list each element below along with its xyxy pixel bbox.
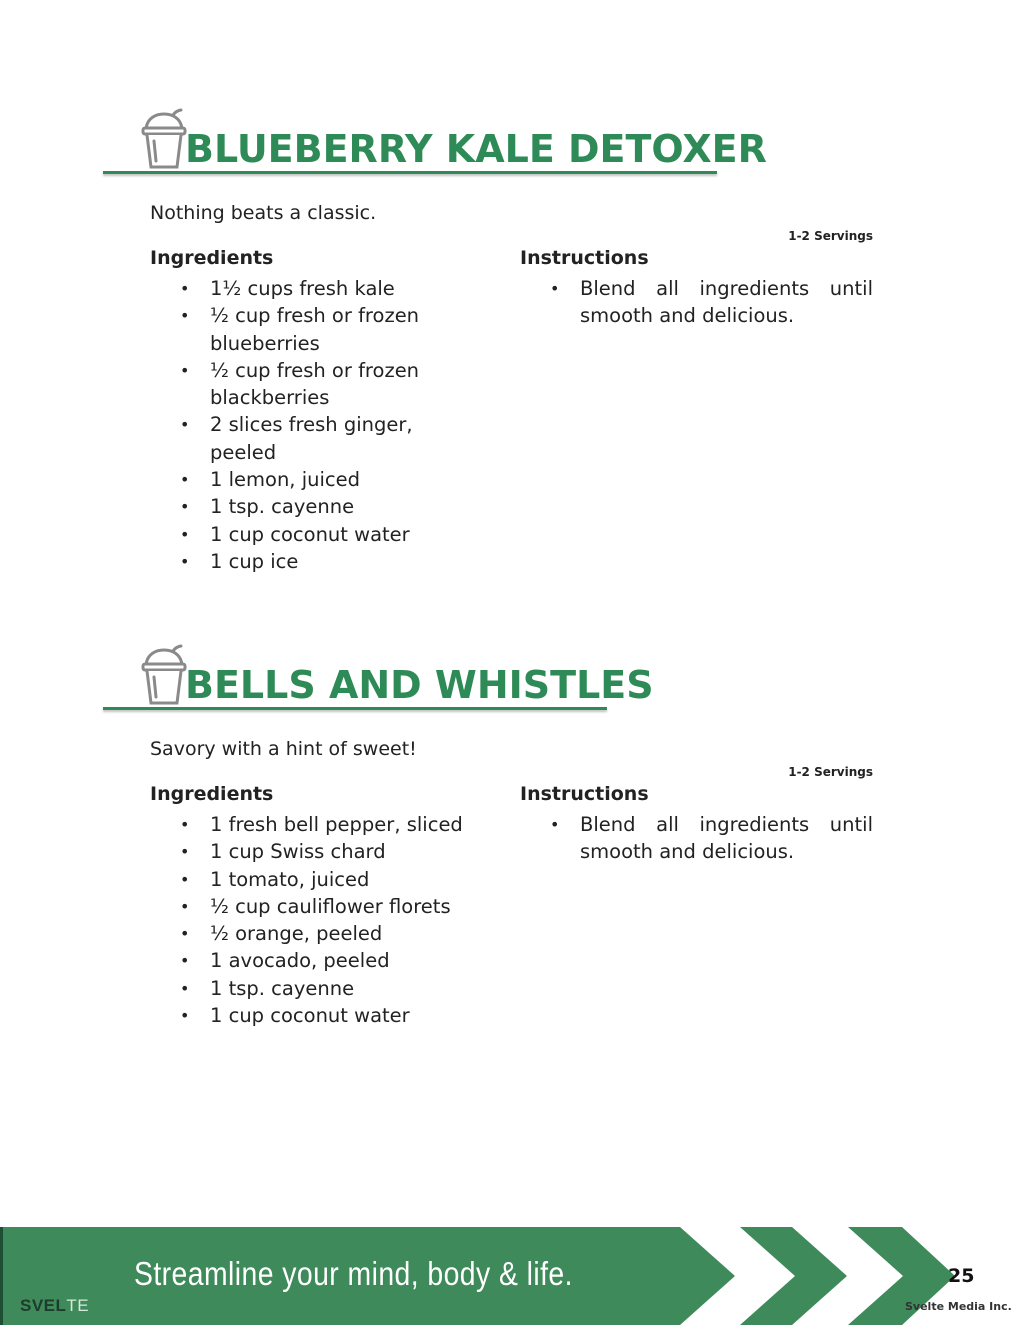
smoothie-cup-icon [141, 107, 187, 169]
list-item: • Blend all ingredients until smooth and delicious. [520, 275, 873, 330]
list-item: • 1 lemon, juiced [150, 466, 480, 493]
footer-slogan: Streamline your mind, body & life. [134, 1255, 573, 1292]
page-number: 25 [948, 1265, 975, 1287]
footer-banner [0, 1227, 1024, 1325]
recipe-tagline: Savory with a hint of sweet! [150, 738, 417, 760]
ingredients-list [150, 275, 480, 575]
ingredients-heading: Ingredients [150, 247, 274, 269]
ingredients-list [150, 811, 480, 1029]
list-item: • 1½ cups fresh kale [150, 275, 480, 302]
list-item: • 1 cup coconut water [150, 1002, 480, 1029]
list-item: • ½ cup fresh or frozen blueberries [150, 302, 480, 357]
title-underline [103, 171, 717, 174]
recipe-title: BELLS AND WHISTLES [185, 663, 654, 707]
ingredients-heading: Ingredients [150, 783, 274, 805]
list-item: • 1 cup coconut water [150, 521, 480, 548]
list-item: • 1 tsp. cayenne [150, 493, 480, 520]
list-item: • ½ cup fresh or frozen blackberries [150, 357, 480, 412]
smoothie-cup-icon [141, 643, 187, 705]
servings-label: 1-2 Servings [788, 765, 873, 779]
instructions-heading: Instructions [520, 783, 649, 805]
brand-logo-bold: SVEL [20, 1296, 67, 1315]
instructions-heading: Instructions [520, 247, 649, 269]
list-item: • 1 fresh bell pepper, sliced [150, 811, 480, 838]
recipe-title: BLUEBERRY KALE DETOXER [185, 127, 767, 171]
list-item: • Blend all ingredients until smooth and delicious. [520, 811, 873, 866]
list-item: • ½ cup cauliflower florets [150, 893, 480, 920]
brand-logo-light: TE [66, 1296, 90, 1315]
list-item: • 1 cup ice [150, 548, 480, 575]
list-item: • 1 tsp. cayenne [150, 975, 480, 1002]
recipe-tagline: Nothing beats a classic. [150, 202, 377, 224]
instructions-list [520, 811, 873, 866]
instructions-list [520, 275, 873, 330]
list-item: • 1 avocado, peeled [150, 947, 480, 974]
list-item: • 2 slices fresh ginger, peeled [150, 411, 480, 466]
title-underline [103, 707, 607, 710]
company-name: Svelte Media Inc. [905, 1300, 1012, 1313]
servings-label: 1-2 Servings [788, 229, 873, 243]
list-item: • ½ orange, peeled [150, 920, 480, 947]
list-item: • 1 cup Swiss chard [150, 838, 480, 865]
brand-logo [20, 1296, 89, 1316]
list-item: • 1 tomato, juiced [150, 866, 480, 893]
